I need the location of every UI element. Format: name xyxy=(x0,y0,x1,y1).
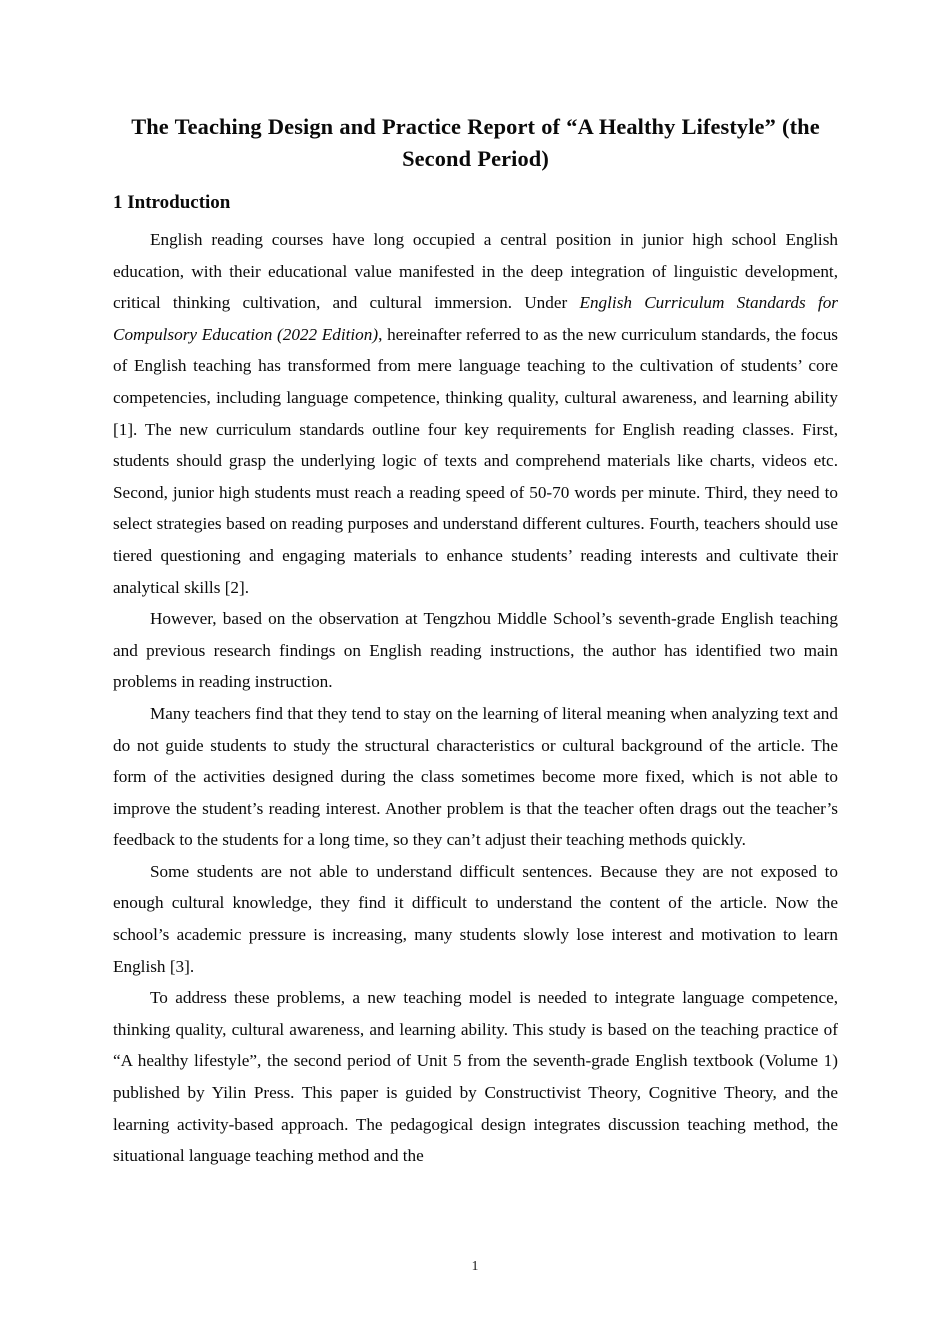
page-number-footer: 1 xyxy=(471,1258,479,1273)
paragraph-text-run: Many teachers find that they tend to stay on the learning of literal meaning when analyzing text and do not guide students to study the structural characteristics or cultural background of the article. The form of the activities designed during the class sometimes become more fixed, which is not able to improve the student’s reading interest. Another problem is that the teacher often drags out the teacher’s feedback to the students for a long time, so they can’t adjust their teaching methods quickly. xyxy=(113,703,838,850)
section-body-introduction xyxy=(113,218,838,1172)
paragraph-text-run: To address these problems, a new teaching model is needed to integrate language competence, thinking quality, cultural awareness, and learning ability. This study is based on the teaching practice of “A healthy lifestyle”, the second period of Unit 5 from the seventh-grade English textbook (Volume 1) published by Yilin Press. This paper is guided by Constructivist Theory, Cognitive Theory, and the learning activity-based approach. The pedagogical design integrates discussion teaching method, the situational language teaching method and the xyxy=(113,988,838,1166)
page-content-column xyxy=(113,0,838,1172)
paragraph-3 xyxy=(113,698,838,856)
paragraph-text-run: English reading courses have long occupied a central position in junior high school English education, with their educational value manifested in the deep integration of linguistic development, critical thinking cultivation, and cultural immersion. Under xyxy=(113,230,838,313)
paragraph-5 xyxy=(113,982,838,1172)
paragraph-text-run: Some students are not able to understand difficult sentences. Because they are not exposed to enough cultural knowledge, they find it difficult to understand the content of the article. Now the school’s academic pressure is increasing, many students slowly lose interest and motivation to learn English [3]. xyxy=(113,861,838,976)
page-title-line-2: Lifestyle” (the Second Period) xyxy=(402,114,820,171)
page-title-line-1: The Teaching Design and Practice Report of “A Healthy xyxy=(131,114,676,139)
paragraph-text-run: , hereinafter referred to as the new curriculum standards, the focus of English teaching has transformed from mere language teaching to the cultivation of students’ core competencies, including language competence, thinking quality, cultural awareness, and learning ability [1]. The new curriculum standards outline four key requirements for English reading classes. First, students should grasp the underlying logic of texts and comprehend materials like charts, videos etc. Second, junior high students must reach a reading speed of 50-70 words per minute. Third, they need to select strategies based on reading purposes and understand different cultures. Fourth, teachers should use tiered questioning and engaging materials to enhance students’ reading interests and cultivate their analytical skills [2]. xyxy=(113,324,838,597)
paragraph-text-run: However, based on the observation at Tengzhou Middle School’s seventh-grade English teaching and previous research findings on English reading instructions, the author has identified two main problems in reading instruction. xyxy=(113,609,838,692)
paragraph-2 xyxy=(113,603,838,698)
section-heading-introduction: 1 Introduction xyxy=(113,192,231,213)
paragraph-1 xyxy=(113,224,838,603)
paragraph-4 xyxy=(113,856,838,982)
page-title xyxy=(113,0,838,175)
italic-cited-title: English Curriculum Standards for Compulsory Education (2022 Edition) xyxy=(113,293,838,344)
